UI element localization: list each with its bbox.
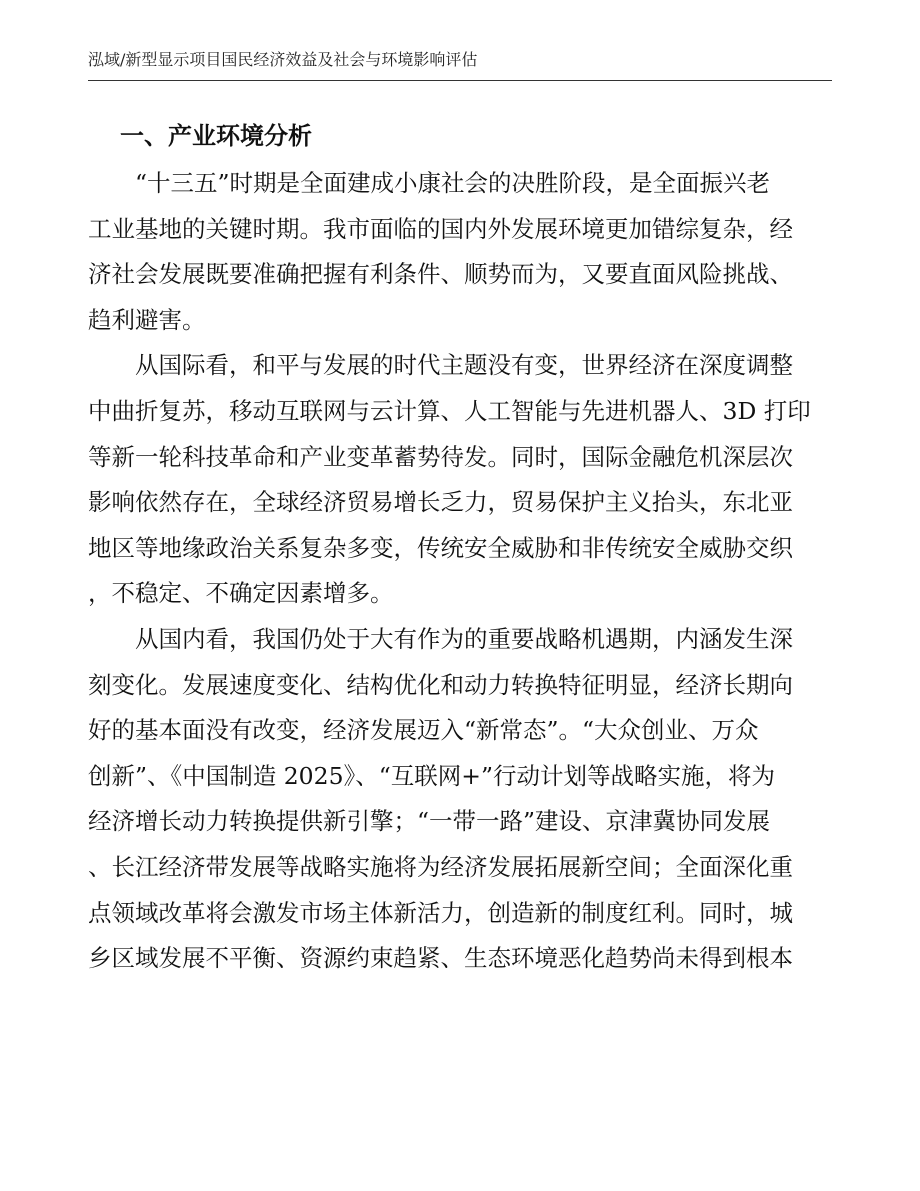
text-line: 从国内看，我国仍处于大有作为的重要战略机遇期，内涵发生深: [135, 624, 793, 653]
text-line: ，不稳定、不确定因素增多。: [88, 579, 394, 608]
document-body: [88, 161, 832, 982]
text-line: 等新一轮科技革命和产业变革蓄势待发。同时，国际金融危机深层次: [88, 442, 793, 471]
text-line: “十三五”时期是全面建成小康社会的决胜阶段，是全面振兴老: [135, 169, 771, 197]
text-line: 济社会发展既要准确把握有利条件、顺势而为，又要直面风险挑战、: [88, 260, 793, 289]
paragraph-domestic: [88, 617, 832, 982]
text-line: 、长江经济带发展等战略实施将为经济发展拓展新空间；全面深化重: [88, 852, 793, 881]
text-line: 刻变化。发展速度变化、结构优化和动力转换特征明显，经济长期向: [88, 670, 793, 699]
text-line: 创新”、《中国制造 2025》、“互联网+”行动计划等战略实施，将为: [88, 761, 776, 790]
text-line: 中曲折复苏，移动互联网与云计算、人工智能与先进机器人、3D 打印: [88, 396, 811, 425]
text-line: 趋利避害。: [88, 305, 206, 334]
text-line: 影响依然存在，全球经济贸易增长乏力，贸易保护主义抬头，东北亚: [88, 488, 793, 517]
text-line: 好的基本面没有改变，经济发展迈入“新常态”。“大众创业、万众: [88, 716, 759, 745]
text-line: 从国际看，和平与发展的时代主题没有变，世界经济在深度调整: [135, 351, 793, 380]
text-line: 乡区域发展不平衡、资源约束趋紧、生态环境恶化趋势尚未得到根本: [88, 944, 793, 973]
text-line: 经济增长动力转换提供新引擎；“一带一路”建设、京津冀协同发展: [88, 807, 771, 836]
text-line: 地区等地缘政治关系复杂多变，传统安全威胁和非传统安全威胁交织: [88, 533, 793, 562]
document-header: 泓域/新型显示项目国民经济效益及社会与环境影响评估: [88, 50, 478, 69]
header-divider: [88, 80, 832, 81]
section-title: 一、产业环境分析: [120, 122, 312, 150]
paragraph-intro: [88, 161, 832, 343]
text-line: 工业基地的关键时期。我市面临的国内外发展环境更加错综复杂，经: [88, 214, 793, 243]
paragraph-international: [88, 343, 832, 617]
text-line: 点领域改革将会激发市场主体新活力，创造新的制度红利。同时，城: [88, 898, 793, 927]
